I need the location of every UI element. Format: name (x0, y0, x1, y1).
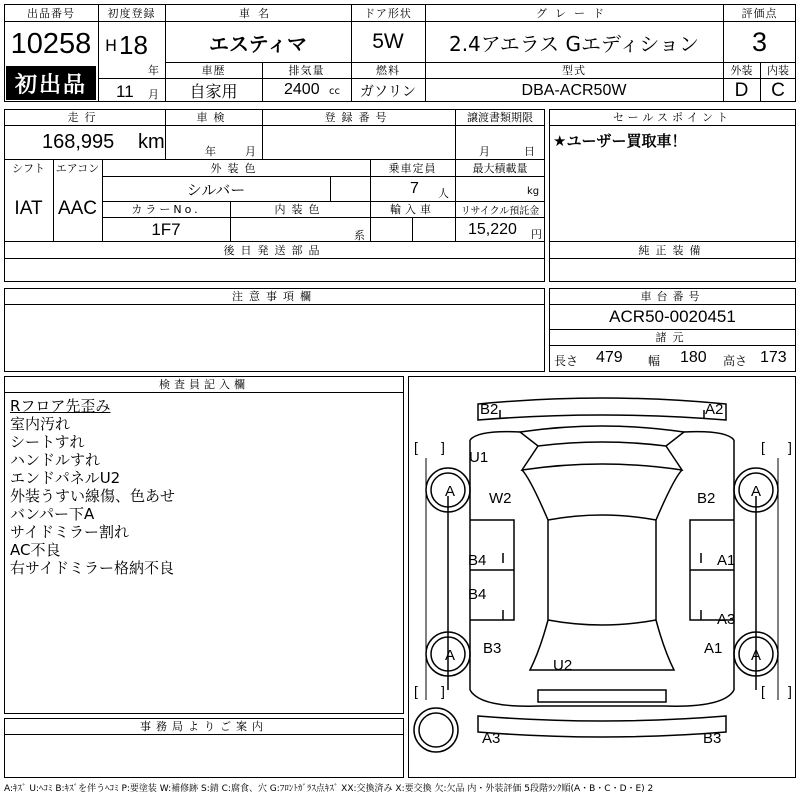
damage-legend: A:ｷｽﾞ U:ﾍｺﾐ B:ｷｽﾞを伴うﾍｺﾐ P:要塗装 W:補修跡 S:錆 C:腐食、穴 G:ﾌﾛﾝﾄｶﾞﾗｽ点ｷｽﾞ XX:交換済み X:要交換 欠:欠品 内・外装評価 5段階ﾗﾝｸ順(A・B・C・D・E) 2 (4, 784, 654, 794)
door-type: 5W (372, 30, 404, 53)
ext-color: シルバー (186, 180, 246, 199)
plate-label: 登録番号 (324, 111, 393, 124)
lot-number-label: 出品番号 (27, 6, 75, 20)
color-no: 1F7 (151, 219, 181, 239)
remark-line: AC不良 (10, 541, 61, 559)
damage-mark: B4 (468, 586, 487, 603)
remark-line: Rフロア先歪み (10, 397, 111, 415)
lot-number: 10258 (10, 27, 92, 60)
int-color-label: 内装色 (274, 203, 326, 216)
damage-mark: U2 (553, 657, 573, 674)
fuel-label: 燃料 (376, 64, 400, 77)
damage-mark: B3 (483, 640, 502, 657)
inspection-month-unit: 月 (245, 145, 256, 158)
displacement-label: 排気量 (288, 64, 325, 77)
width-label: 幅 (648, 354, 661, 368)
month-unit: 月 (148, 88, 159, 101)
remark-line: バンパー下A (10, 505, 95, 523)
damage-mark: B4 (468, 552, 487, 569)
remark-line: ハンドルすれ (10, 451, 101, 469)
inspection-label: 車検 (196, 111, 231, 124)
later-parts-label: 後日発送部品 (223, 243, 326, 257)
dims-label: 諸元 (655, 331, 690, 344)
damage-mark: U1 (469, 449, 489, 466)
grade: 2.4アエラス Gエディション (448, 31, 700, 56)
grade-label: グレード (536, 6, 612, 20)
bracket-mark: [ (761, 439, 765, 455)
transfer-deadline-label: 譲渡書類期限 (467, 111, 533, 124)
damage-mark: A1 (717, 552, 736, 569)
displacement: 2400 (284, 81, 320, 98)
score-label: 評価点 (741, 6, 778, 20)
year-unit: 年 (148, 64, 159, 77)
chassis-label: 車台番号 (640, 290, 705, 303)
door-type-label: ドア形状 (364, 6, 412, 20)
exterior-grade-label: 外装 (730, 64, 753, 77)
notes-label: 注意事項欄 (232, 290, 317, 303)
bracket-mark: [ (414, 439, 418, 455)
first-reg-month: 11 (116, 82, 134, 101)
remark-line: 室内汚れ (10, 415, 71, 433)
ac: AAC (57, 198, 98, 219)
width: 180 (680, 349, 707, 366)
capacity-unit: 人 (438, 187, 449, 200)
tire-mark-front-right: A (750, 483, 762, 500)
max-load-unit: kg (527, 186, 540, 197)
height: 173 (760, 349, 787, 366)
bracket-mark: ] (788, 439, 792, 455)
interior-grade: C (771, 79, 785, 101)
model-code: DBA-ACR50W (521, 81, 627, 99)
color-no-label: カラーNo. (131, 203, 201, 216)
shift-label: シフト (12, 161, 45, 175)
office-label: 事務局よりご案内 (140, 720, 268, 733)
bracket-mark: ] (441, 439, 445, 455)
era-code: H (105, 36, 118, 55)
car-diagram (408, 376, 796, 778)
max-load-label: 最大積載量 (472, 161, 528, 175)
import-label: 輸入車 (390, 203, 435, 216)
remark-line: サイドミラー割れ (10, 523, 129, 541)
transfer-month-unit: 月 (479, 145, 490, 158)
genuine-equipment-label: 純正装備 (638, 243, 707, 257)
height-label: 高さ (723, 354, 748, 368)
capacity-label: 乗車定員 (388, 161, 437, 175)
mileage: 168,995 (42, 131, 115, 153)
damage-mark: B3 (703, 730, 722, 747)
first-reg-label: 初度登録 (107, 6, 156, 20)
tire-mark-rear-right: A (750, 647, 762, 664)
recycle-fee: 15,220 (468, 221, 517, 238)
exterior-grade: D (734, 79, 749, 101)
fuel: ガソリン (360, 83, 416, 100)
damage-mark: A3 (717, 611, 736, 628)
bracket-mark: ] (788, 683, 792, 699)
remark-line: シートすれ (10, 433, 85, 451)
int-color-unit: 系 (354, 229, 365, 242)
car-name-label: 車名 (239, 6, 277, 20)
tire-mark-front-left: A (444, 483, 456, 500)
remark-line: エンドパネルU2 (10, 469, 121, 487)
inspector-label: 検査員記入欄 (159, 378, 249, 391)
ac-label: エアコン (55, 161, 100, 175)
sales-point-label: セールスポイント (612, 111, 732, 124)
damage-mark: B2 (480, 401, 499, 418)
damage-mark: B2 (697, 490, 716, 507)
bracket-mark: ] (441, 683, 445, 699)
shift: IAT (14, 198, 43, 219)
remark-line: 外装うすい線傷、色あせ (10, 487, 176, 505)
first-reg-year: 18 (119, 30, 148, 60)
mileage-unit: km (138, 131, 165, 153)
chassis-number: ACR50-0020451 (609, 307, 736, 326)
car-name: エスティマ (209, 31, 307, 56)
damage-mark: A3 (482, 730, 501, 747)
bracket-mark: [ (414, 683, 418, 699)
length: 479 (596, 349, 623, 366)
history-label: 車歴 (201, 64, 226, 77)
bracket-mark: [ (761, 683, 765, 699)
length-label: 長さ (554, 354, 579, 368)
remark-line: 右サイドミラー格納不良 (10, 559, 174, 577)
displacement-unit: cc (329, 86, 340, 97)
ext-color-label: 外装色 (210, 161, 262, 175)
tire-mark-rear-left: A (444, 647, 456, 664)
auction-score: 3 (751, 26, 768, 57)
damage-mark: A1 (704, 640, 723, 657)
recycle-unit: 円 (531, 228, 542, 241)
damage-mark: W2 (489, 490, 512, 507)
inspector-remarks (10, 397, 175, 577)
transfer-day-unit: 日 (524, 145, 535, 158)
inspection-year-unit: 年 (205, 145, 216, 158)
mileage-label: 走行 (67, 111, 102, 124)
interior-grade-label: 内装 (767, 64, 789, 77)
capacity: 7 (410, 180, 419, 197)
sales-point-text: ★ユーザー買取車！ (553, 132, 687, 150)
recycle-label: リサイクル預託金 (460, 205, 540, 217)
damage-mark: A2 (705, 401, 724, 418)
history: 自家用 (189, 82, 238, 101)
model-label: 型式 (562, 64, 586, 77)
first-listing-badge: 初出品 (6, 66, 96, 100)
